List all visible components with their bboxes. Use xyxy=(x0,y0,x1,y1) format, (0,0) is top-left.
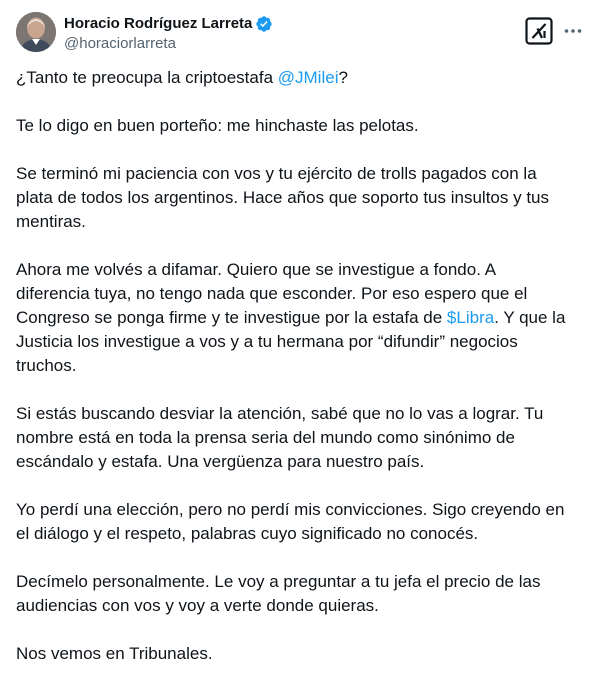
tweet-text-segment: Congreso se ponga firme y te investigue por la estafa de xyxy=(16,308,447,327)
tweet-text-segment: ? xyxy=(338,68,348,87)
more-button[interactable] xyxy=(562,20,584,42)
grok-button[interactable] xyxy=(525,17,553,45)
tweet-paragraph-2 xyxy=(16,114,576,138)
tweet-header xyxy=(16,12,576,56)
tweet-text xyxy=(16,66,576,690)
tweet-text-line: truchos. xyxy=(16,356,77,375)
tweet-paragraph-6 xyxy=(16,498,576,546)
author-identity xyxy=(64,14,444,54)
more-icon xyxy=(562,20,584,42)
avatar-image xyxy=(16,12,56,52)
name-row xyxy=(64,14,444,34)
tweet-text-line: Yo perdí una elección, pero no perdí mis convicciones. Sigo creyendo en xyxy=(16,500,565,519)
verified-badge-icon xyxy=(255,15,273,33)
tweet-text-line: plata de todos los argentinos. Hace años que soporto tus insultos y tus xyxy=(16,188,549,207)
mention-link[interactable]: @JMilei xyxy=(277,68,339,87)
tweet-text-line: mentiras. xyxy=(16,212,86,231)
tweet-text-line: el diálogo y el respeto, palabras cuyo significado no conocés. xyxy=(16,524,479,543)
tweet-text-line: Justicia los investigue a vos y a tu hermana por “difundir” negocios xyxy=(16,332,518,351)
tweet-paragraph-5 xyxy=(16,402,576,474)
tweet-paragraph-4 xyxy=(16,258,576,378)
tweet-text-segment: . Y que la xyxy=(494,308,566,327)
tweet-text-line: Te lo digo en buen porteño: me hinchaste las pelotas. xyxy=(16,116,419,135)
cashtag-link[interactable]: $Libra xyxy=(446,308,495,327)
author-display-name[interactable]: Horacio Rodríguez Larreta xyxy=(64,15,253,32)
tweet-text-line: audiencias con vos y voy a verte donde quieras. xyxy=(16,596,379,615)
grok-icon xyxy=(525,17,553,45)
tweet-text-line: Ahora me volvés a difamar. Quiero que se investigue a fondo. A xyxy=(16,260,497,279)
avatar[interactable] xyxy=(16,12,56,52)
tweet-text-segment: ¿Tanto te preocupa la criptoestafa xyxy=(16,68,278,87)
tweet-text-line: Decímelo personalmente. Le voy a preguntar a tu jefa el precio de las xyxy=(16,572,541,591)
tweet-text-line: escándalo y estafa. Una vergüenza para nuestro país. xyxy=(16,452,425,471)
tweet-text-line: Se terminó mi paciencia con vos y tu ejército de trolls pagados con la xyxy=(16,164,537,183)
tweet-paragraph-8 xyxy=(16,642,576,666)
tweet-text-line: Nos vemos en Tribunales. xyxy=(16,644,213,663)
tweet-paragraph-7 xyxy=(16,570,576,618)
tweet-text-line: diferencia tuya, no tengo nada que esconder. Por eso espero que el xyxy=(16,284,528,303)
tweet-paragraph-1 xyxy=(16,66,576,90)
author-handle[interactable]: @horaciorlarreta xyxy=(64,35,176,52)
tweet-paragraph-3 xyxy=(16,162,576,234)
tweet-text-line: Si estás buscando desviar la atención, sabé que no lo vas a lograr. Tu xyxy=(16,404,544,423)
tweet-text-line: nombre está en toda la prensa seria del mundo como sinónimo de xyxy=(16,428,515,447)
